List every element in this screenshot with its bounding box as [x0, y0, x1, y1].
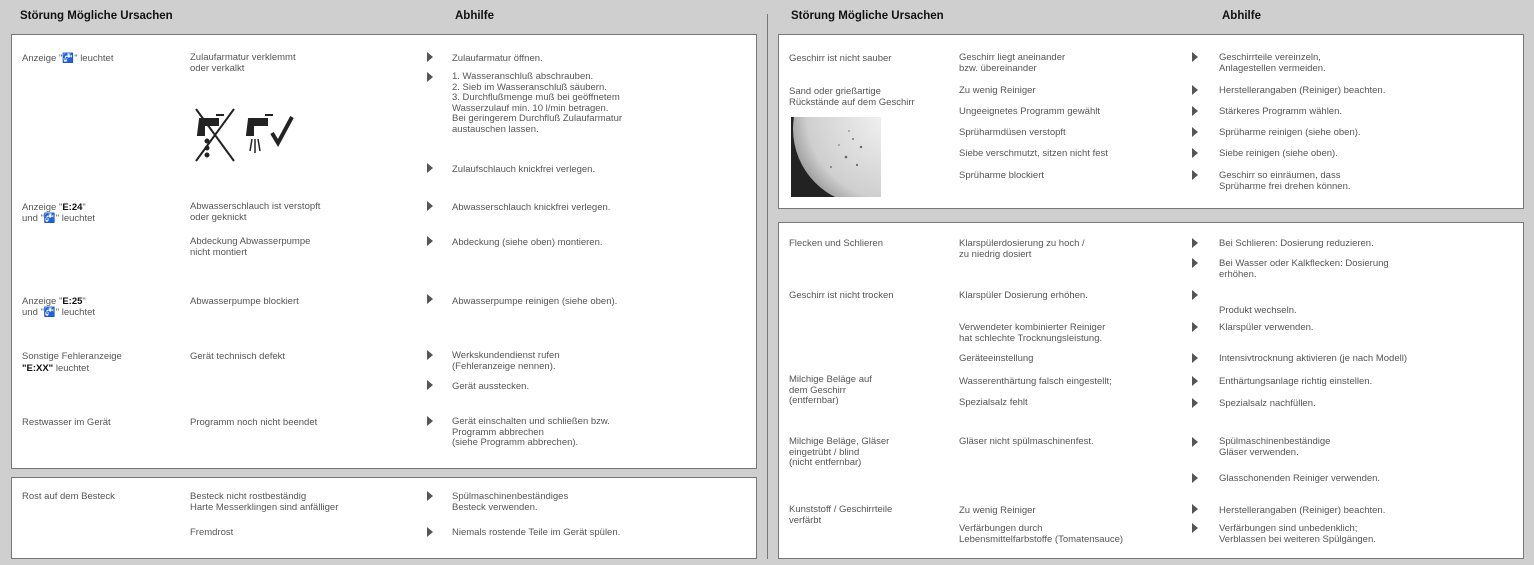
- symptom-spots: Flecken und Schlieren: [789, 238, 883, 249]
- fix-softener: Enthärtungsanlage richtig einstellen.: [1219, 376, 1373, 387]
- arrow-icon: [1192, 258, 1198, 268]
- symptom-discolored: Kunststoff / Geschirrteile verfärbt: [789, 504, 893, 526]
- cause-food-dye: Verfärbungen durch Lebensmittelfarbstoffe (Tomatensauce): [959, 523, 1124, 545]
- cause-drain-hose: Abwasserschlauch ist verstopft oder geknickt: [190, 201, 321, 223]
- cause-defect: Gerät technisch defekt: [190, 351, 286, 362]
- right-spots-box: [778, 222, 1524, 559]
- arrow-icon: [1192, 504, 1198, 514]
- cause-setting: Geräteeinstellung: [959, 353, 1034, 364]
- column-divider: [767, 14, 768, 559]
- fix-call-service: Werkskundendienst rufen (Fehleranzeige nennen).: [452, 350, 560, 372]
- cause-glasses: Gläser nicht spülmaschinenfest.: [959, 436, 1094, 447]
- fix-use-rinse-aid: Klarspüler verwenden.: [1219, 322, 1314, 333]
- fix-open-valve: Zulaufarmatur öffnen.: [452, 53, 543, 64]
- cause-pump-cover: Abdeckung Abwasserpumpe nicht montiert: [190, 236, 311, 258]
- symptom-residual-water: Restwasser im Gerät: [22, 417, 111, 428]
- arrow-icon: [427, 491, 433, 501]
- arrow-icon: [427, 201, 433, 211]
- fix-filters: Siebe reinigen (siehe oben).: [1219, 148, 1338, 159]
- cause-arms-blocked: Sprüharme blockiert: [959, 170, 1045, 181]
- cause-filters: Siebe verschmutzt, sitzen nicht fest: [959, 148, 1108, 159]
- fix-change-product: Produkt wechseln.: [1219, 305, 1297, 316]
- symptom-e25: Anzeige "E:25" und "🚰" leuchtet: [22, 296, 96, 318]
- fix-detergent: Herstellerangaben (Reiniger) beachten.: [1219, 85, 1386, 96]
- symptom-supply-light: Anzeige "🚰" leuchtet: [22, 53, 114, 64]
- arrow-icon: [427, 294, 433, 304]
- arrow-icon: [1192, 127, 1198, 137]
- fix-clean-pump: Abwasserpumpe reinigen (siehe oben).: [452, 296, 618, 307]
- arrow-icon: [427, 380, 433, 390]
- arrow-icon: [1192, 170, 1198, 180]
- cause-salt: Spezialsalz fehlt: [959, 397, 1028, 408]
- arrow-icon: [427, 72, 433, 82]
- arrow-icon: [427, 52, 433, 62]
- left-troubleshooting-box: [11, 34, 757, 469]
- arrow-icon: [427, 416, 433, 426]
- arrow-icon: [427, 527, 433, 537]
- fix-separate: Geschirrteile vereinzeln, Anlagestellen vermeiden.: [1219, 52, 1326, 74]
- fix-streaks: Bei Schlieren: Dosierung reduzieren.: [1219, 238, 1374, 249]
- arrow-icon: [1192, 106, 1198, 116]
- cause-foreign-rust: Fremdrost: [190, 527, 234, 538]
- cause-rust: Besteck nicht rostbeständig Harte Messerklingen sind anfälliger: [190, 491, 339, 513]
- fix-intensive-dry: Intensivtrocknung aktivieren (je nach Modell): [1219, 353, 1407, 364]
- symptom-other-error: Sonstige Fehleranzeige: [22, 351, 122, 362]
- left-rust-box: [11, 477, 757, 559]
- cause-pump-blocked: Abwasserpumpe blockiert: [190, 296, 299, 307]
- arrow-icon: [427, 163, 433, 173]
- header-trouble-causes-left: Störung Mögliche Ursachen: [20, 10, 173, 22]
- symptom-milky-permanent: Milchige Beläge, Gläser eingetrübt / blind (nicht entfernbar): [789, 436, 890, 468]
- header-remedy-right: Abhilfe: [1222, 10, 1261, 22]
- fix-water-spots: Bei Wasser oder Kalkflecken: Dosierung erhöhen.: [1219, 258, 1389, 280]
- plate-residue-image-icon: [791, 117, 881, 197]
- arrow-icon: [1192, 398, 1198, 408]
- arrow-icon: [1192, 322, 1198, 332]
- cause-stacked: Geschirr liegt aneinander bzw. übereinander: [959, 52, 1066, 74]
- fix-program: Stärkeres Programm wählen.: [1219, 106, 1343, 117]
- fix-rust: Spülmaschinenbeständiges Besteck verwenden.: [452, 491, 569, 513]
- fix-unplug: Gerät ausstecken.: [452, 381, 530, 392]
- cause-rinse-aid: Klarspülerdosierung zu hoch / zu niedrig dosiert: [959, 238, 1085, 260]
- cause-little-detergent-2: Zu wenig Reiniger: [959, 505, 1036, 516]
- fix-glasses: Spülmaschinenbeständige Gläser verwenden.: [1219, 436, 1331, 458]
- cause-program-running: Programm noch nicht beendet: [190, 417, 318, 428]
- arrow-icon: [1192, 473, 1198, 483]
- arrow-icon: [1192, 353, 1198, 363]
- fix-arms: Geschirr so einräumen, dass Sprüharme frei drehen können.: [1219, 170, 1351, 192]
- header-trouble-causes-right: Störung Mögliche Ursachen: [791, 10, 944, 22]
- cause-combi: Verwendeter kombinierter Reiniger hat schlechte Trocknungsleistung.: [959, 322, 1106, 344]
- fix-salt: Spezialsalz nachfüllen.: [1219, 398, 1316, 409]
- fix-glass-detergent: Glasschonenden Reiniger verwenden.: [1219, 473, 1381, 484]
- symptom-e24: Anzeige "E:24" und "🚰" leuchtet: [22, 202, 96, 224]
- fix-pump-cover: Abdeckung (siehe oben) montieren.: [452, 237, 603, 248]
- tap-illustration-icon: [194, 105, 304, 165]
- arrow-icon: [1192, 52, 1198, 62]
- arrow-icon: [1192, 85, 1198, 95]
- symptom-exx: "E:XX" leuchtet: [22, 363, 90, 374]
- cause-little-detergent: Zu wenig Reiniger: [959, 85, 1036, 96]
- arrow-icon: [427, 236, 433, 246]
- arrow-icon: [427, 350, 433, 360]
- symptom-not-dry: Geschirr ist nicht trocken: [789, 290, 894, 301]
- header-remedy-left: Abhilfe: [455, 10, 494, 22]
- cause-softener: Wasserenthärtung falsch eingestellt;: [959, 376, 1112, 387]
- arrow-icon: [1192, 148, 1198, 158]
- fix-detergent-2: Herstellerangaben (Reiniger) beachten.: [1219, 505, 1386, 516]
- fix-clean-filter: 1. Wasseranschluß abschrauben. 2. Sieb im Wasseranschluß säubern. 3. Durchflußmenge muß bei geöffnetem Wasserzulauf min. 10 l/min betragen. Bei geringerem Durchfluß Zulaufarmatur austauschen lassen.: [452, 71, 623, 135]
- arrow-icon: [1192, 437, 1198, 447]
- cause-program: Ungeeignetes Programm gewählt: [959, 106, 1100, 117]
- fix-hose-kink: Zulaufschlauch knickfrei verlegen.: [452, 164, 596, 175]
- symptom-milky-removable: Milchige Beläge auf dem Geschirr (entfernbar): [789, 374, 872, 406]
- cause-nozzles: Sprüharmdüsen verstopft: [959, 127, 1066, 138]
- cause-supply-valve: Zulaufarmatur verklemmt oder verkalkt: [190, 52, 296, 74]
- arrow-icon: [1192, 238, 1198, 248]
- arrow-icon: [1192, 290, 1198, 300]
- symptom-not-clean: Geschirr ist nicht sauber: [789, 53, 892, 64]
- cause-rinse-dose: Klarspüler Dosierung erhöhen.: [959, 290, 1088, 301]
- right-not-clean-box: [778, 34, 1524, 209]
- fix-nozzles: Sprüharme reinigen (siehe oben).: [1219, 127, 1361, 138]
- symptom-sand: Sand oder grießartige Rückstände auf dem Geschirr: [789, 86, 915, 108]
- fix-foreign-rust: Niemals rostende Teile im Gerät spülen.: [452, 527, 621, 538]
- arrow-icon: [1192, 376, 1198, 386]
- fix-cancel-program: Gerät einschalten und schließen bzw. Programm abbrechen (siehe Programm abbrechen).: [452, 416, 610, 448]
- symptom-rust: Rost auf dem Besteck: [22, 491, 115, 502]
- fix-food-dye: Verfärbungen sind unbedenklich; Verblassen bei weiteren Spülgängen.: [1219, 523, 1376, 545]
- arrow-icon: [1192, 523, 1198, 533]
- fix-drain-hose: Abwasserschlauch knickfrei verlegen.: [452, 202, 611, 213]
